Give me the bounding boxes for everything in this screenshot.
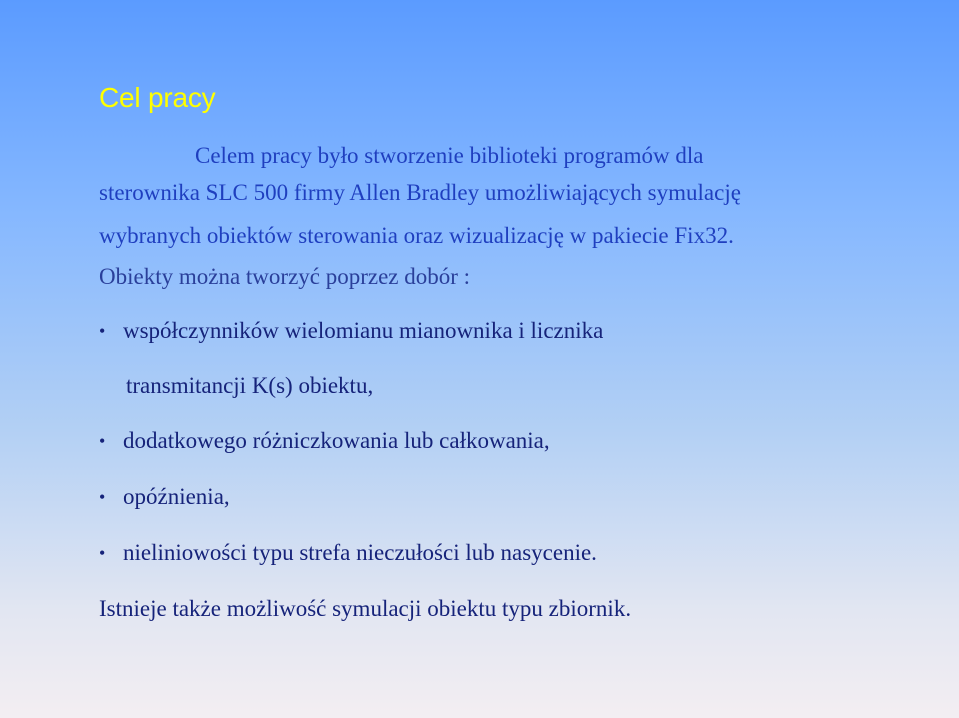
bullet-item <box>99 316 603 346</box>
paragraph-line-1: Celem pracy było stworzenie biblioteki programów dla <box>195 143 704 168</box>
bullet-item <box>99 482 230 512</box>
bullet-dot: • <box>99 543 106 563</box>
bullet-text: nieliniowości typu strefa nieczułości lub nasycenie. <box>123 540 597 565</box>
paragraph-line-2: sterownika SLC 500 firmy Allen Bradley umożliwiających symulację <box>99 180 741 205</box>
bullet-text: dodatkowego różniczkowania lub całkowania, <box>123 428 550 453</box>
bullet-dot: • <box>99 431 106 451</box>
bullet-item <box>99 538 597 568</box>
bullet-dot: • <box>99 487 106 507</box>
bullet-continuation: transmitancji K(s) obiektu, <box>126 373 374 398</box>
bullet-dot: • <box>99 321 106 341</box>
bullet-item <box>99 426 550 456</box>
closing-line: Istnieje także możliwość symulacji obiektu typu zbiornik. <box>99 596 632 621</box>
paragraph-line-3: wybranych obiektów sterowania oraz wizualizację w pakiecie Fix32. <box>99 223 734 248</box>
bullet-text: współczynników wielomianu mianownika i licznika <box>123 318 604 343</box>
paragraph-line-4: Obiekty można tworzyć poprzez dobór : <box>99 264 471 289</box>
slide-title: Cel pracy <box>99 82 216 113</box>
bullet-text: opóźnienia, <box>123 484 230 509</box>
